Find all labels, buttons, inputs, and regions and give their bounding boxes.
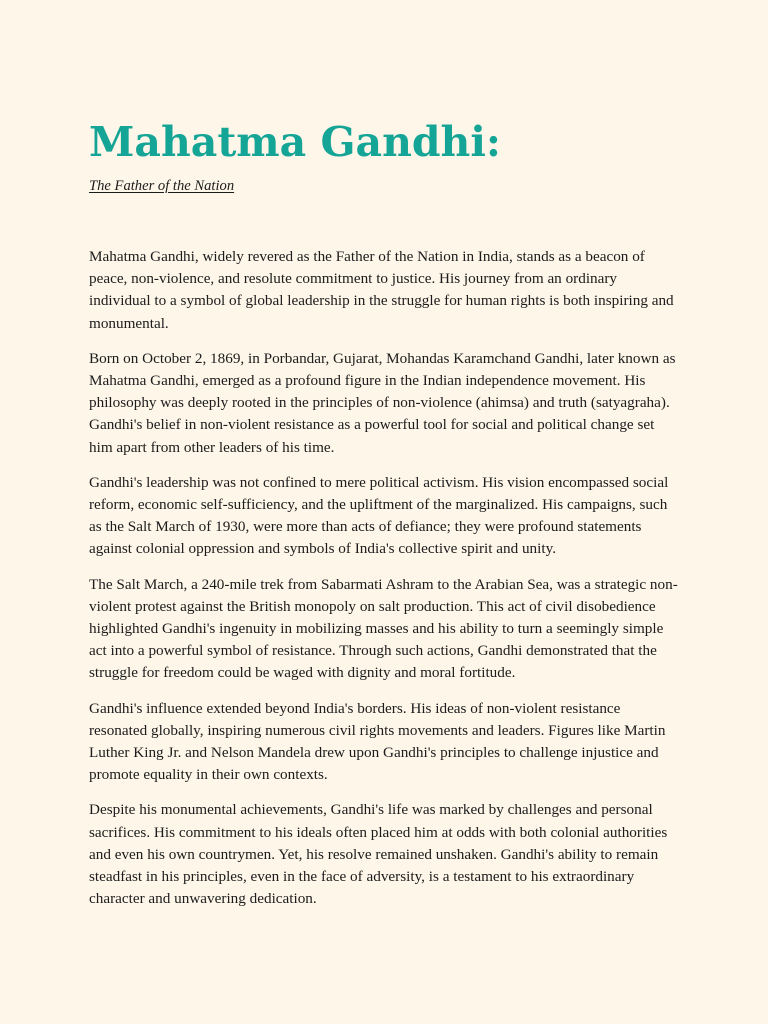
document-body [89, 246, 681, 910]
page-subtitle: The Father of the Nation [89, 178, 235, 194]
paragraph-3: Gandhi's leadership was not confined to mere political activism. His vision encompassed social reform, economic self-sufficiency, and the upliftment of the marginalized. His campaigns, such as the Salt March of 1930, were more than acts of defiance; they were profound statements against colonial oppression and symbols of India's collective spirit and unity. [89, 473, 669, 558]
page-title: Mahatma Gandhi: [89, 118, 502, 166]
paragraph-1: Mahatma Gandhi, widely revered as the Father of the Nation in India, stands as a beacon of peace, non-violence, and resolute commitment to justice. His journey from an ordinary individual to a symbol of global leadership in the struggle for human rights is both inspiring and monumental. [89, 248, 674, 332]
paragraph-2: Born on October 2, 1869, in Porbandar, Gujarat, Mohandas Karamchand Gandhi, later known as Mahatma Gandhi, emerged as a profound figure in the Indian independence movement. His philosophy was deeply rooted in the principles of non-violence (ahimsa) and truth (satyagraha). Gandhi's belief in non-violent resistance as a powerful tool for social and political change set him apart from other leaders of his time. [89, 349, 676, 456]
paragraph-6: Despite his monumental achievements, Gandhi's life was marked by challenges and personal sacrifices. His commitment to his ideals often placed him at odds with both colonial authorities and even his own countrymen. Yet, his resolve remained unshaken. Gandhi's ability to remain steadfast in his principles, even in the face of adversity, is a testament to his extraordinary character and unwavering dedication. [89, 801, 668, 908]
document-page [89, 112, 681, 923]
paragraph-5: Gandhi's influence extended beyond India's borders. His ideas of non-violent resistance resonated globally, inspiring numerous civil rights movements and leaders. Figures like Martin Luther King Jr. and Nelson Mandela drew upon Gandhi's principles to challenge injustice and promote equality in their own contexts. [89, 699, 666, 784]
paragraph-4: The Salt March, a 240-mile trek from Sabarmati Ashram to the Arabian Sea, was a strategic non-violent protest against the British monopoly on salt production. This act of civil disobedience highlighted Gandhi's ingenuity in mobilizing masses and his ability to turn a seemingly simple act into a powerful symbol of resistance. Through such actions, Gandhi demonstrated that the struggle for freedom could be waged with dignity and moral fortitude. [89, 575, 678, 682]
